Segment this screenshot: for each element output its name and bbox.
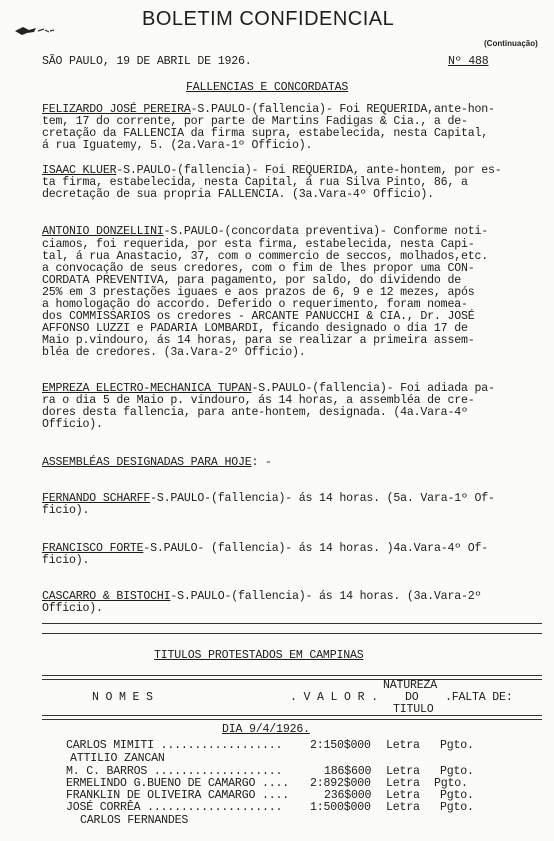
assembleas-heading-text: ASSEMBLÉAS DESIGNADAS PARA HOJE	[42, 456, 252, 469]
entry-line: dores desta fallencia, para ante-hontem, designada. (4a.Vara-4º	[42, 406, 468, 419]
entry-line: ta firma, estabelecida, nesta Capital, á rua Silva Pinto, 86, a	[42, 176, 468, 189]
entry-line	[42, 591, 481, 604]
column-header-natureza-3: TITULO	[393, 703, 434, 716]
entry-line: ciamos, foi requerida, por esta firma, estabelecida, nesta Capi-	[42, 238, 475, 251]
entry-name: FELIZARDO JOSÉ PEREIRA	[42, 103, 191, 116]
cell-natureza: Letra	[386, 789, 420, 802]
column-header-valor: . V A L O R .	[290, 691, 378, 704]
cell-nome: JOSÉ CORRÊA ....................	[66, 801, 283, 814]
section-heading-fallencias: FALLENCIAS E CONCORDATAS	[186, 81, 349, 94]
divider	[42, 623, 542, 624]
entry-line: Officio).	[42, 418, 103, 431]
section-heading-titulos: TITULOS PROTESTADOS EM CAMPINAS	[154, 649, 364, 662]
entry-line	[42, 226, 488, 239]
entry-line: tal, á rua Anastacio, 37, com o commercio de seccos, molhados,etc.	[42, 250, 488, 263]
cell-natureza: Letra	[386, 739, 420, 752]
entry-text: -S.PAULO-(fallencia)- ás 14 horas. (5a. Vara-1º Of-	[150, 492, 495, 505]
entry-line: AFFONSO LUZZI e PADARIA LOMBARDI, ficando designado o dia 17 de	[42, 322, 468, 335]
entry-line: decretação de sua propria FALLENCIA. (3a.Vara-4º Officio).	[42, 188, 434, 201]
table-header-rule	[42, 715, 542, 720]
cell-natureza: Letra	[386, 765, 420, 778]
entry-line: dos COMMISSARIOS os credores - ARCANTE PANUCCHI & CIA., Dr. JOSÉ	[42, 310, 475, 323]
cell-falta: Pgto.	[440, 765, 474, 778]
divider	[42, 633, 542, 634]
cell-valor: 2:892$000	[310, 777, 371, 790]
bulletin-number: Nº 488	[448, 55, 489, 68]
entry-name: FERNANDO SCHARFF	[42, 492, 151, 505]
entry-line: Maio p.vindouro, ás 14 horas, para se realizar a primeira assem-	[42, 334, 475, 347]
entry-line: 25% em 3 prestações iguaes e aos prazos de 6, 9 e 12 mezes, após	[42, 286, 475, 299]
entry-line: bléa de credores. (3a.Vara-2º Officio).	[42, 346, 306, 359]
entry-name: FRANCISCO FORTE	[42, 542, 144, 555]
continuation-label: (Continuação)	[484, 39, 538, 48]
date-heading: DIA 9/4/1926.	[222, 723, 310, 736]
cell-valor: 186$600	[324, 765, 372, 778]
table-top-rule	[42, 675, 542, 680]
entry-text: -S.PAULO-(fallencia)- Foi REQUERIDA,ante-hon-	[190, 103, 495, 116]
entry-line	[42, 493, 495, 506]
entry-line: ficio).	[42, 504, 90, 517]
cell-nome: M. C. BARROS ...................	[66, 765, 283, 778]
entry-text: -S.PAULO-(fallencia)- ás 14 horas. (3a.Vara-2º	[170, 590, 482, 603]
entry-line: ra o dia 5 de Maio p. vindouro, ás 14 horas, a assembléa de cre-	[42, 394, 475, 407]
entry-text: -S.PAULO-(fallencia)- Foi adiada pa-	[251, 382, 495, 395]
cell-falta: Pgto.	[434, 777, 468, 790]
cell-valor: 236$000	[324, 789, 372, 802]
entry-text: -S.PAULO-(concordata preventiva)- Conforme noti-	[163, 225, 488, 238]
entry-line: cretação da FALLENCIA da firma supra, estabelecida, nesta Capital,	[42, 127, 488, 140]
cell-falta: Pgto.	[440, 789, 474, 802]
column-header-nomes: N O M E S	[92, 691, 153, 704]
logo-bird-icon	[6, 6, 56, 43]
page-title: BOLETIM CONFIDENCIAL	[142, 8, 395, 30]
column-header-natureza-1: NATUREZA	[383, 679, 438, 692]
entry-name: ISAAC KLUER	[42, 164, 117, 177]
entry-line: Officio).	[42, 602, 103, 615]
cell-valor: 2:150$000	[310, 739, 371, 752]
cell-nome: CARLOS FERNANDES	[80, 814, 189, 827]
cell-nome: FRANKLIN DE OLIVEIRA CAMARGO ....	[66, 789, 289, 802]
entry-text: -S.PAULO- (fallencia)- ás 14 horas. )4a.Vara-4º Of-	[143, 542, 489, 555]
cell-valor: 1:500$000	[310, 801, 371, 814]
cell-natureza: Letra	[386, 777, 420, 790]
entry-text: -S.PAULO-(fallencia)- Foi REQUERIDA, ante-hontem, por es-	[116, 164, 502, 177]
entry-line: a convocação de seus credores, com o fim de lhes propor uma CON-	[42, 262, 475, 275]
cell-falta: Pgto.	[440, 739, 474, 752]
column-header-falta: .FALTA DE:	[445, 691, 513, 704]
cell-nome: ERMELINDO G.BUENO DE CAMARGO ....	[66, 777, 289, 790]
entry-line: á rua Iguatemy, 5. (2a.Vara-1º Officio).	[42, 139, 313, 152]
section-heading-assembleas	[42, 457, 272, 470]
cell-nome: CARLOS MIMITI ..................	[66, 739, 283, 752]
entry-name: EMPREZA ELECTRO-MECHANICA TUPAN	[42, 382, 252, 395]
cell-falta: Pgto.	[440, 801, 474, 814]
entry-line: CORDATA PREVENTIVA, para pagamento, por saldo, do dividendo de	[42, 274, 461, 287]
entry-line: ficio).	[42, 554, 90, 567]
entry-line	[42, 543, 488, 556]
dateline: SÃO PAULO, 19 DE ABRIL DE 1926.	[42, 55, 252, 68]
assembleas-heading-suffix: : -	[251, 456, 272, 469]
entry-line: tem, 17 do corrente, por parte de Martins Fadigas & Cia., a de-	[42, 115, 468, 128]
entry-name: ANTONIO DONZELLINI	[42, 225, 164, 238]
column-header-natureza-2: DO	[405, 691, 419, 704]
cell-natureza: Letra	[386, 801, 420, 814]
entry-line: a homologação do accordo. Deferido o requerimento, foram nomea-	[42, 298, 468, 311]
entry-name: CASCARRO & BISTOCHI	[42, 590, 171, 603]
cell-nome: ATTILIO ZANCAN	[70, 752, 165, 765]
